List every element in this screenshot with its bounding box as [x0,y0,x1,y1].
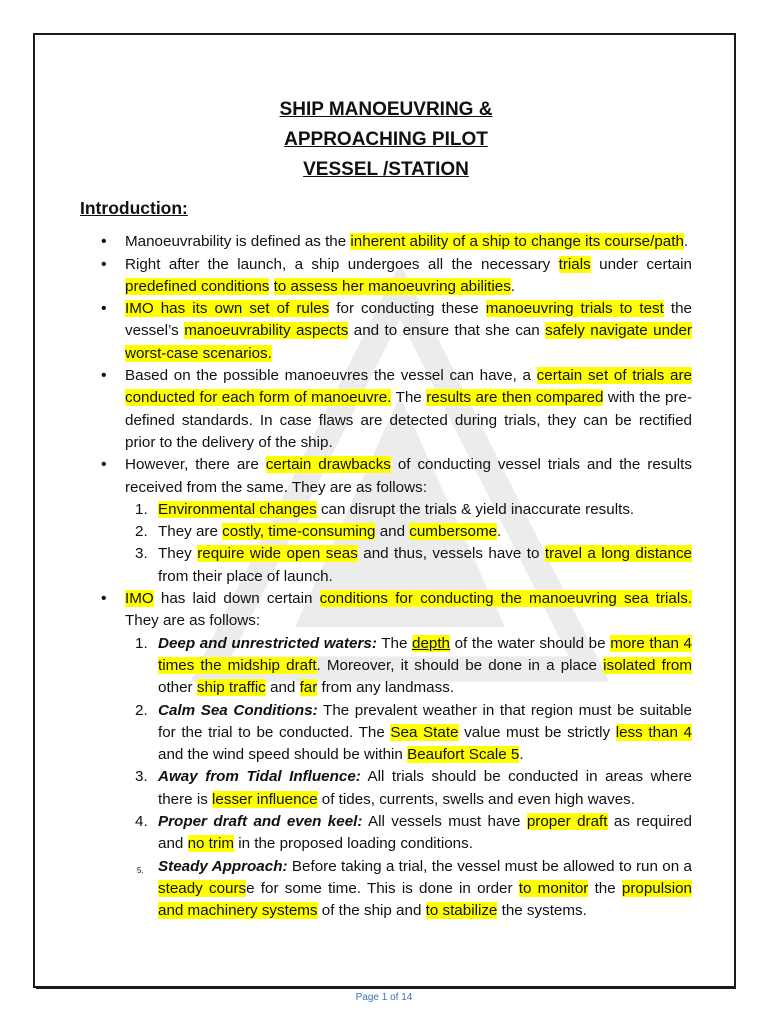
numbered-item: 1. Environmental changes can disrupt the trials & yield inaccurate results. [125,499,692,521]
item-number: 2. [135,523,148,541]
bullet-item [80,454,692,588]
bullet-item: • Right after the launch, a ship undergoes all the necessary trials under certain predefined conditions to assess her manoeuvring abilities. [80,254,692,299]
highlighted-text: Sea State [390,723,459,741]
bullet-text: • IMO has laid down certain conditions for conducting the manoeuvring sea trials. They are as follows: [125,590,693,630]
highlighted-text: Environmental changes [158,500,317,518]
highlighted-text: costly, time-consuming [222,523,376,541]
highlighted-text: to stabilize [425,902,498,920]
highlighted-text: certain set of trials are conducted for each form of manoeuvre. [125,367,692,407]
numbered-item: 3. They require wide open seas and thus, vessels have to travel a long distance from their place of launch. [135,545,692,585]
item-number: 3. [135,768,148,786]
highlighted-text: more than 4 times the midship draft [158,634,692,674]
highlighted-text: depth [412,634,451,652]
highlighted-text: propulsion and machinery systems [158,879,692,920]
highlighted-text: far [299,679,318,697]
item-number: 1. [135,634,148,652]
highlighted-text: manoeuvrability aspects [184,322,349,340]
numbered-item: 4. Proper draft and even keel: All vessels must have proper draft as required and no trim in the proposed loading conditions. [135,813,693,853]
highlighted-text: steady cours [158,879,247,897]
drawbacks-list [125,499,692,588]
highlighted-text: conditions for conducting the manoeuvring sea trials. [319,590,693,608]
highlighted-text: certain drawbacks [265,456,391,474]
item-number: 1. [135,500,148,518]
numbered-item: 3. Away from Tidal Influence: All trials should be conducted in areas where there is lesser influence of tides, currents, swells and even high waves. [135,768,692,808]
highlighted-text: travel a long distance [544,545,692,563]
item-number: 2. [135,701,148,719]
document-title [80,95,692,185]
introduction-heading: Introduction: [80,198,188,218]
highlighted-text: Beaufort Scale 5 [407,746,520,764]
numbered-item: 2. They are costly, time-consuming and cumbersome. [125,521,692,543]
item-number: 3. [135,545,148,563]
highlighted-text: require wide open seas [197,545,358,563]
item-number: 5. [137,865,144,875]
numbered-item: 1. Deep and unrestricted waters: The depth of the water should be more than 4 times the midship draft. Moreover, it should be done in a place isolated from other ship traffic and far from any landmass. [135,634,693,697]
intro-bullet-list [80,231,692,588]
bullet-item [80,588,692,922]
highlighted-text: cumbersome [409,523,498,541]
highlighted-text: IMO [125,590,154,608]
item-number: 4. [135,813,148,831]
title-line-1: SHIP MANOEUVRING & [279,99,493,120]
bullet-item: • IMO has its own set of rules for conducting these manoeuvring trials to test the vessel’s manoeuvrability aspects and to ensure that she can safely navigate under worst-case scenarios. [80,298,692,365]
bullet-text: • However, there are certain drawbacks of conducting vessel trials and the results received from the same. They are as follows: [125,456,692,496]
highlighted-text: safely navigate under worst-case scenarios. [125,322,692,362]
numbered-item: 5. Steady Approach: Before taking a trial, the vessel must be allowed to run on a steady course for some time. This is done in order to monitor the propulsion and machinery systems of the ship and to stabilize the systems. [137,857,692,920]
highlighted-text: to assess her manoeuvring abilities [273,277,511,295]
title-line-3: VESSEL /STATION [303,159,469,180]
conditions-list [125,633,692,923]
bullet-item: • Manoeuvrability is defined as the inherent ability of a ship to change its course/path. [80,231,692,253]
highlighted-text: no trim [187,835,234,853]
highlighted-text: IMO has its own set of rules [125,300,330,318]
highlighted-text: predefined conditions [125,277,270,295]
highlighted-text: results are then compared [426,389,604,407]
conditions-bullet-list [80,588,692,922]
highlighted-text: trials [558,255,591,273]
document-body [80,95,692,923]
highlighted-text: lesser influence [212,790,318,808]
bullet-item: • Based on the possible manoeuvres the vessel can have, a certain set of trials are conducted for each form of manoeuvre. The results are then compared with the pre-defined standards. In case flaws are detected during trials, they can be rectified prior to the delivery of the ship. [80,365,692,454]
highlighted-text: inherent ability of a ship to change its course/path [350,233,684,251]
highlighted-text: proper draft [526,813,608,831]
highlighted-text: isolated from [603,656,693,674]
highlighted-text: ship traffic [196,679,266,697]
highlighted-text: manoeuvring trials to test [485,300,664,318]
title-line-2: APPROACHING PILOT [284,129,488,150]
highlighted-text: less than 4 [615,723,692,741]
page-footer: Page 1 of 14 [355,992,413,1003]
highlighted-text: to monitor [518,879,589,897]
numbered-item: 2. Calm Sea Conditions: The prevalent weather in that region must be suitable for the trial to be conducted. The Sea State value must be strictly less than 4 and the wind speed should be within Beaufort Scale 5. [135,701,692,764]
